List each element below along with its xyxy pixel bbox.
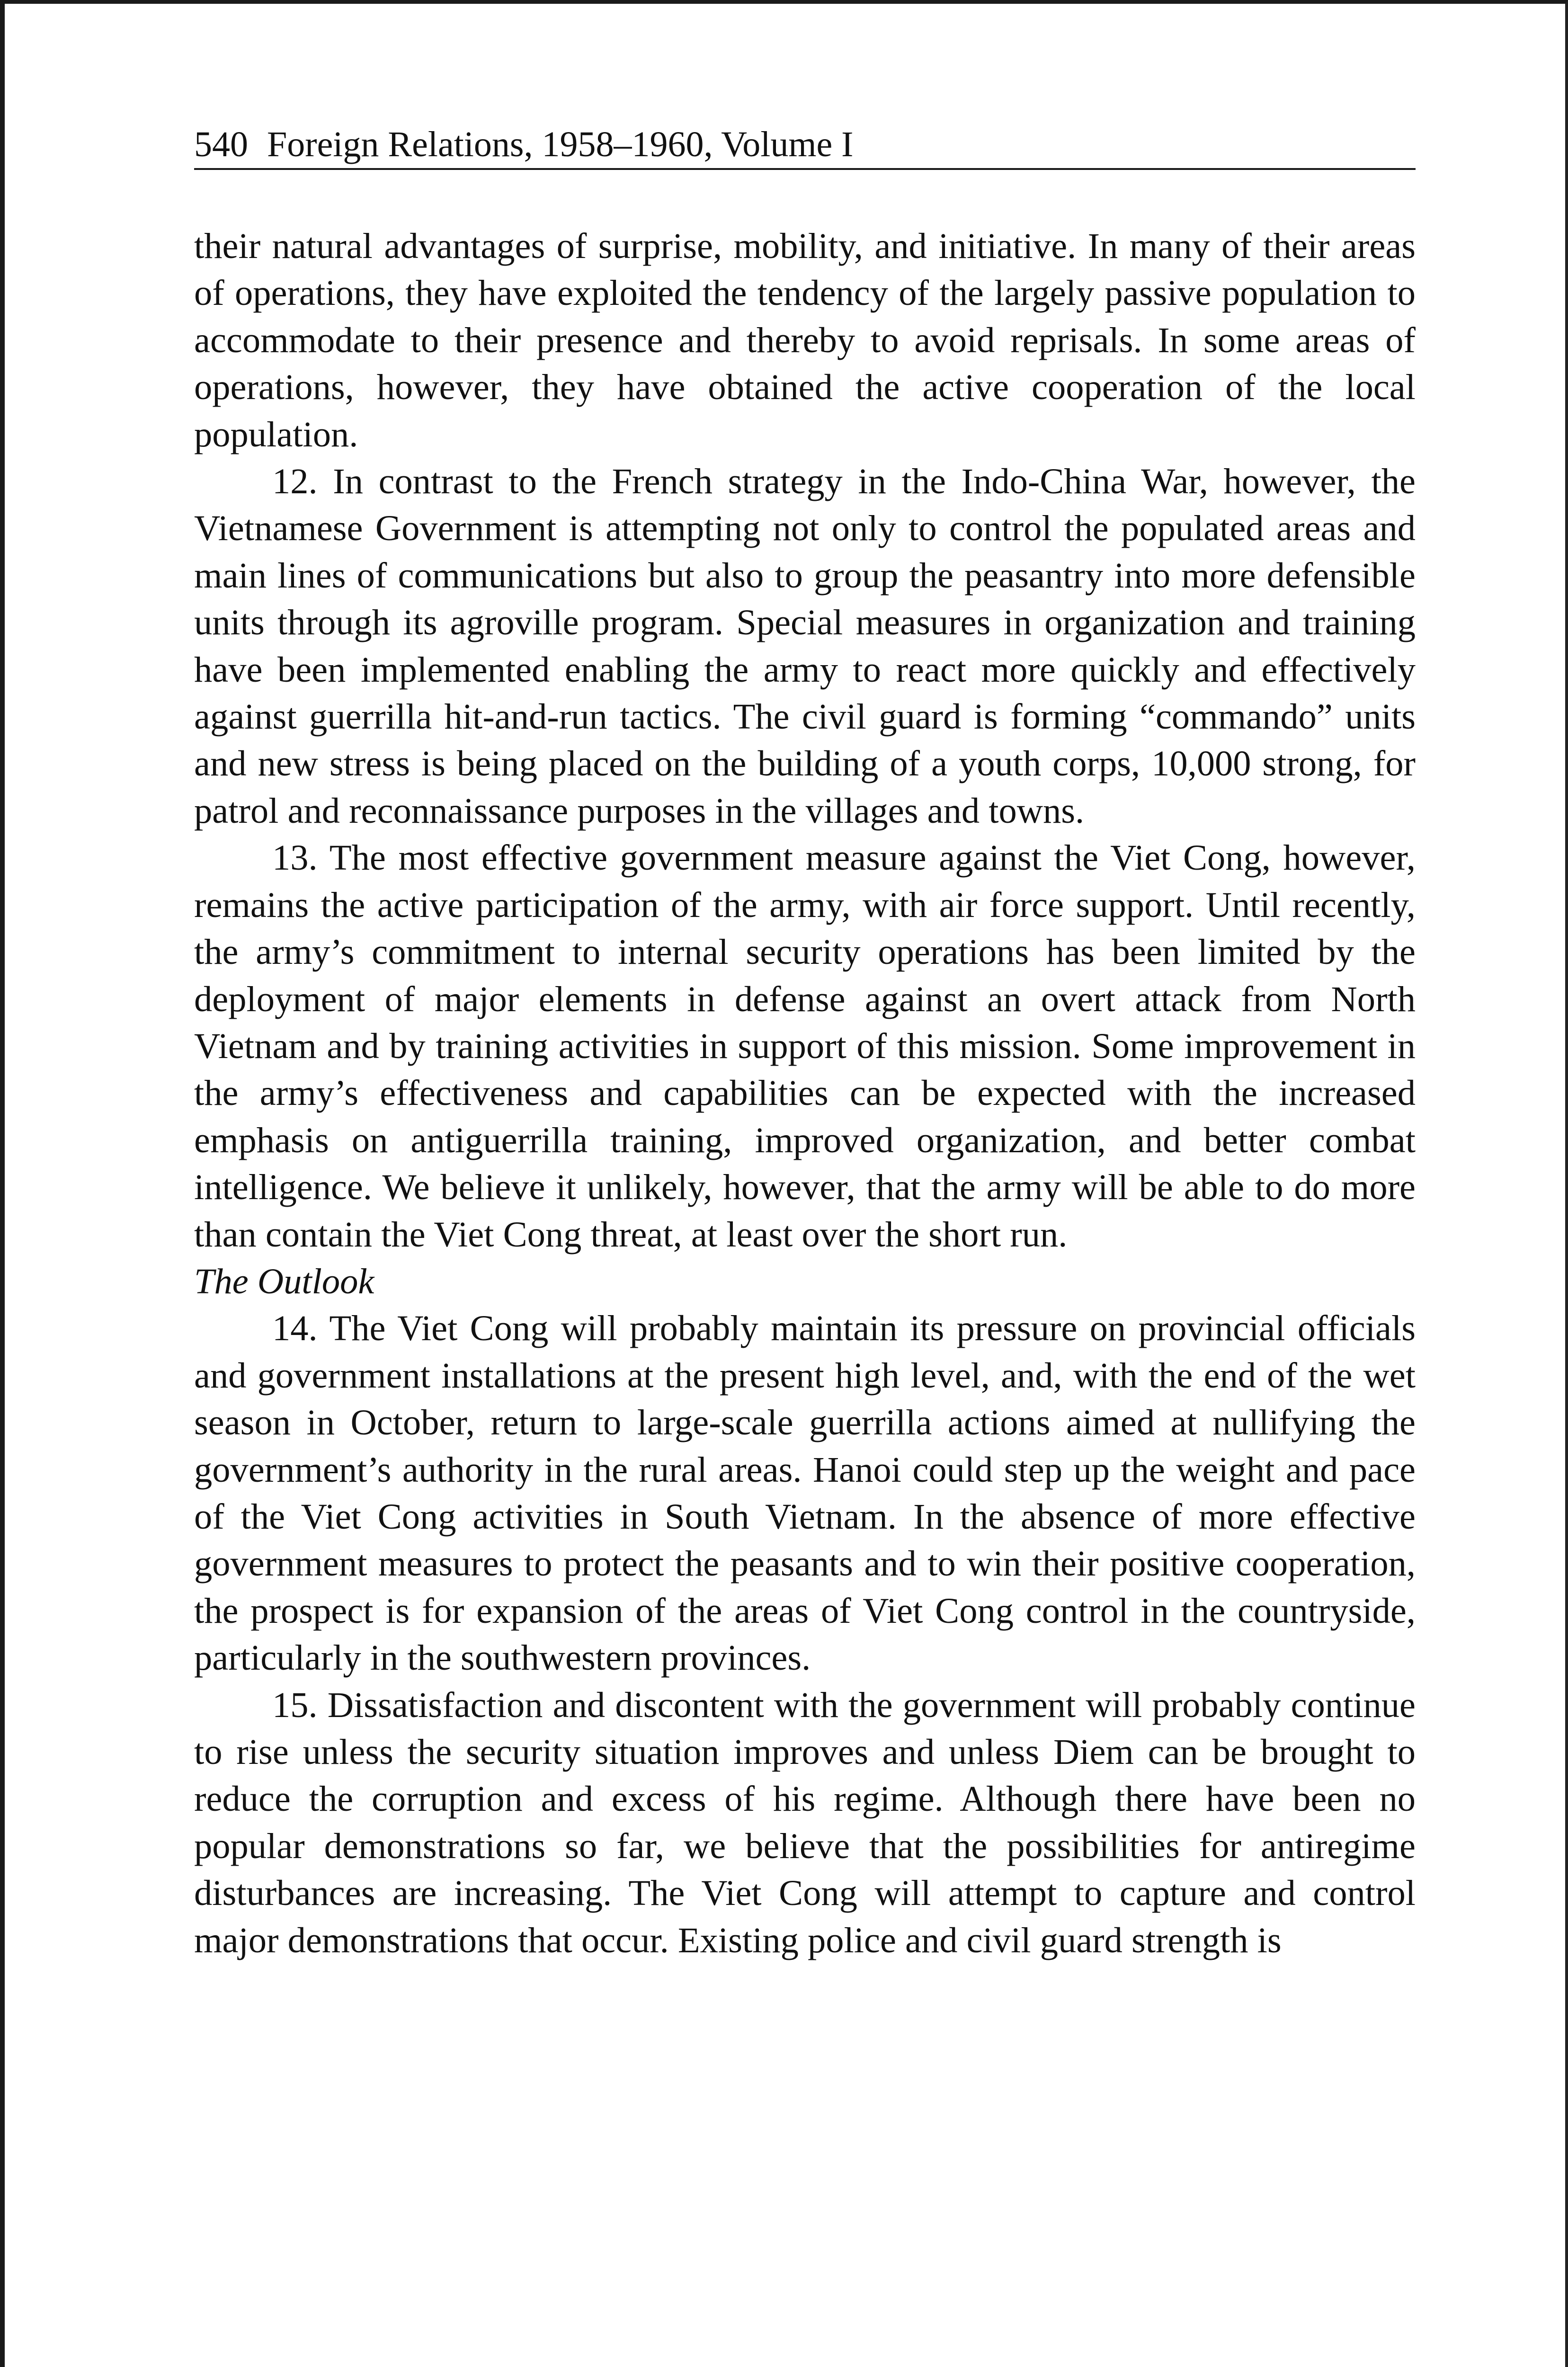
paragraph-continuation: their natural advantages of surprise, mobility, and initiative. In many of their areas of operations, they have exploited the tendency of the largely passive population to accommodate to their presence and thereby to avoid reprisals. In some areas of operations, however, they have obtained the active cooperation of the local population. <box>194 226 1416 454</box>
page-number: 540 <box>194 125 248 164</box>
body-text <box>194 222 1416 1964</box>
section-heading-outlook: The Outlook <box>194 1261 374 1301</box>
running-title: Foreign Relations, 1958–1960, Volume I <box>267 125 854 164</box>
paragraph-13: 13. The most effective government measure against the Viet Cong, however, remains the active participation of the army, with air force support. Until recently, the army’s commitment to internal security operations has been limited by the deployment of major elements in defense against an overt attack from North Vietnam and by training activities in support of this mission. Some improvement in the army’s effectiveness and capabilities can be expected with the increased emphasis on antiguerrilla training, improved organization, and better combat intelligence. We believe it unlikely, however, that the army will be able to do more than contain the Viet Cong threat, at least over the short run. <box>194 837 1416 1255</box>
paragraph-14: 14. The Viet Cong will probably maintain its pressure on provincial officials and government installations at the present high level, and, with the end of the wet season in October, return to large-scale guerrilla actions aimed at nullifying the government’s authority in the rural areas. Hanoi could step up the weight and pace of the Viet Cong activities in South Vietnam. In the absence of more effective government measures to protect the peasants and to win their positive cooperation, the prospect is for expansion of the areas of Viet Cong control in the countryside, particularly in the southwestern provinces. <box>194 1308 1416 1678</box>
paragraph-12: 12. In contrast to the French strategy in the Indo-China War, however, the Vietnamese Government is attempting not only to control the populated areas and main lines of communications but also to group the peasantry into more defensible units through its agroville program. Special measures in organization and training have been implemented enabling the army to react more quickly and effectively against guerrilla hit-and-run tactics. The civil guard is forming “commando” units and new stress is being placed on the building of a youth corps, 10,000 strong, for patrol and reconnaissance purposes in the villages and towns. <box>194 461 1416 831</box>
running-head <box>194 121 1416 170</box>
paragraph-15: 15. Dissatisfaction and discontent with the government will probably continue to rise unless the security situation improves and unless Diem can be brought to reduce the corruption and excess of his regime. Although there have been no popular demonstrations so far, we believe that the possibilities for antiregime disturbances are increasing. The Viet Cong will attempt to capture and control major demonstrations that occur. Existing police and civil guard strength is <box>194 1684 1416 1960</box>
